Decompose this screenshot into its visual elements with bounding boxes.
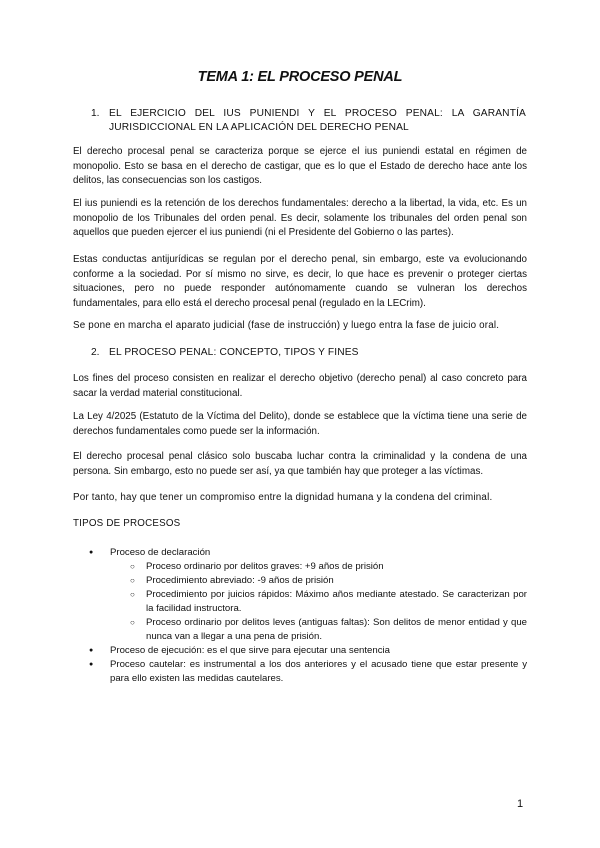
sub-list-item: ○ Procedimiento abreviado: -9 años de prisión bbox=[110, 574, 527, 588]
paragraph: El ius puniendi es la retención de los derechos fundamentales: derecho a la libertad, la vida, etc. Es un monopolio de los Tribunales del orden penal. Es decir, solamente los tribunales del orden penal son aquellos que pueden ejercer el ius puniendi (ni el Presidente del Gobierno o las partes). bbox=[73, 198, 527, 238]
paragraph: El derecho procesal penal se caracteriza porque se ejerce el ius puniendi estatal en régimen de monopolio. Esto se basa en el derecho de castigar, que es lo que el Estado de derecho hace ante los delitos, las consecuencias son los castigos. bbox=[73, 146, 527, 186]
list-item-label: Proceso cautelar: es instrumental a los dos anteriores y el acusado tiene que estar presente y para ello existen las medidas cautelares. bbox=[110, 659, 527, 684]
document-title: TEMA 1: EL PROCESO PENAL bbox=[197, 69, 403, 85]
paragraph: Se pone en marcha el aparato judicial (fase de instrucción) y luego entra la fase de juicio oral. bbox=[73, 320, 500, 331]
sub-list-item: ○ Proceso ordinario por delitos graves: +9 años de prisión bbox=[110, 560, 527, 574]
list-item-label: Proceso de ejecución: es el que sirve para ejecutar una sentencia bbox=[110, 645, 390, 656]
section-heading-text: EL EJERCICIO DEL IUS PUNIENDI Y EL PROCESO PENAL: LA GARANTÍA JURISDICCIONAL EN LA APLICACIÓN DEL DERECHO PENAL bbox=[109, 108, 526, 133]
list-item bbox=[73, 644, 527, 658]
section-heading-text: EL PROCESO PENAL: CONCEPTO, TIPOS Y FINES bbox=[109, 347, 359, 358]
list-item bbox=[73, 546, 527, 644]
paragraph: La Ley 4/2025 (Estatuto de la Víctima del Delito), donde se establece que la víctima tiene una serie de derechos fundamentales como puede ser la información. bbox=[73, 411, 527, 437]
paragraph: Por tanto, hay que tener un compromiso entre la dignidad humana y la condena del criminal. bbox=[73, 492, 493, 503]
list-item-label: Proceso de declaración bbox=[110, 547, 211, 558]
section-number: 2. bbox=[91, 347, 100, 358]
section-heading-1 bbox=[91, 107, 526, 135]
list-item bbox=[73, 658, 527, 686]
tipos-list bbox=[73, 546, 527, 686]
section-number: 1. bbox=[91, 108, 100, 119]
sub-list-item: ○ Proceso ordinario por delitos leves (antiguas faltas): Son delitos de menor entidad y que nunca van a llegar a una pena de prisión. bbox=[110, 616, 527, 644]
paragraph: El derecho procesal penal clásico solo buscaba luchar contra la criminalidad y la condena de una persona. Sin embargo, esto no puede ser así, ya que también hay que proteger a las víctimas. bbox=[73, 451, 527, 477]
paragraph: Los fines del proceso consisten en realizar el derecho objetivo (derecho penal) al caso concreto para sacar la verdad material constitucional. bbox=[73, 373, 527, 399]
sub-list bbox=[110, 560, 527, 644]
page-number: 1 bbox=[517, 798, 524, 810]
sub-list-item: ○ Procedimiento por juicios rápidos: Máximo años mediante atestado. Se caracterizan por la facilidad instructora. bbox=[110, 588, 527, 616]
section-heading-2 bbox=[91, 346, 526, 360]
tipos-heading: TIPOS DE PROCESOS bbox=[73, 518, 181, 529]
paragraph: Estas conductas antijurídicas se regulan por el derecho penal, sin embargo, este va evolucionando conforme a la sociedad. Por sí mismo no sirve, es decir, lo que hace es prevenir o proteger ciertas situaciones, pero no puede responder autónomamente cuando se vulneran los derechos fundamentales, para ello está el derecho procesal penal (regulado en la LECrim). bbox=[73, 254, 527, 309]
